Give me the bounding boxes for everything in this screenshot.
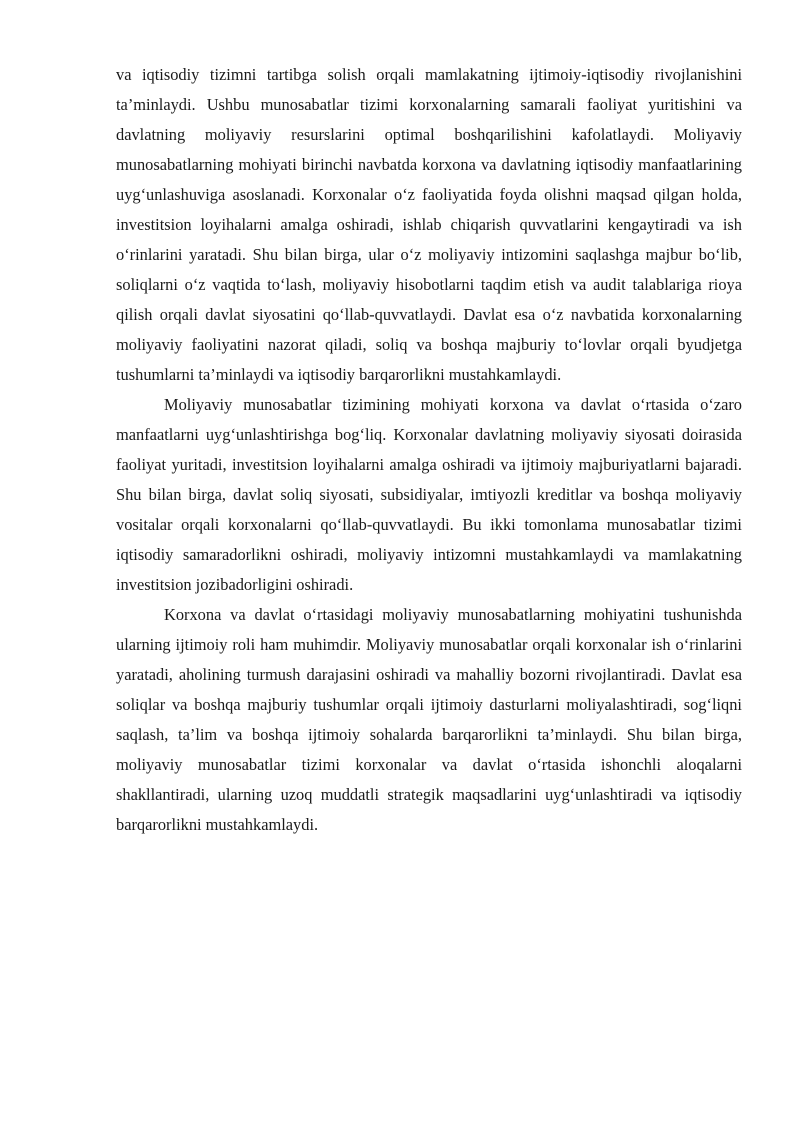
paragraph-2: Moliyaviy munosabatlar tizimining mohiyati korxona va davlat o‘rtasida o‘zaro manfaatlarni uyg‘unlashtirishga bog‘liq. Korxonalar davlatning moliyaviy siyosati doirasida faoliyat yuritadi, investitsion loyihalarni amalga oshiradi va ijtimoiy majburiyatlarni bajaradi. Shu bilan birga, davlat soliq siyosati, subsidiyalar, imtiyozli kreditlar va boshqa moliyaviy vositalar orqali korxonalarni qo‘llab-quvvatlaydi. Bu ikki tomonlama munosabatlar tizimi iqtisodiy samaradorlikni oshiradi, moliyaviy intizomni mustahkamlaydi va mamlakatning investitsion jozibadorligini oshiradi. (116, 395, 742, 594)
document-page (116, 60, 742, 840)
paragraph-3: Korxona va davlat o‘rtasidagi moliyaviy munosabatlarning mohiyatini tushunishda ularning ijtimoiy roli ham muhimdir. Moliyaviy munosabatlar orqali korxonalar ish o‘rinlarini yaratadi, aholining turmush darajasini oshiradi va mahalliy bozorni rivojlantiradi. Davlat esa soliqlar va boshqa majburiy tushumlar orqali ijtimoiy dasturlarni moliyalashtiradi, sog‘liqni saqlash, ta’lim va boshqa ijtimoiy sohalarda barqarorlikni ta’minlaydi. Shu bilan birga, moliyaviy munosabatlar tizimi korxonalar va davlat o‘rtasida ishonchli aloqalarni shakllantiradi, ularning uzoq muddatli strategik maqsadlarini uyg‘unlashtiradi va iqtisodiy barqarorlikni mustahkamlaydi. (116, 605, 742, 834)
paragraph-1: va iqtisodiy tizimni tartibga solish orqali mamlakatning ijtimoiy-iqtisodiy rivojlanishini ta’minlaydi. Ushbu munosabatlar tizimi korxonalarning samarali faoliyat yuritishini va davlatning moliyaviy resurslarini optimal boshqarilishini kafolatlaydi. Moliyaviy munosabatlarning mohiyati birinchi navbatda korxona va davlatning iqtisodiy manfaatlarining uyg‘unlashuviga asoslanadi. Korxonalar o‘z faoliyatida foyda olishni maqsad qilgan holda, investitsion loyihalarni amalga oshiradi, ishlab chiqarish quvvatlarini kengaytiradi va ish o‘rinlarini yaratadi. Shu bilan birga, ular o‘z moliyaviy intizomini saqlashga majbur bo‘lib, soliqlarni o‘z vaqtida to‘lash, moliyaviy hisobotlarni taqdim etish va audit talablariga rioya qilish orqali davlat siyosatini qo‘llab-quvvatlaydi. Davlat esa o‘z navbatida korxonalarning moliyaviy faoliyatini nazorat qiladi, soliq va boshqa majburiy to‘lovlar orqali byudjetga tushumlarni ta’minlaydi va iqtisodiy barqarorlikni mustahkamlaydi. (116, 65, 742, 384)
